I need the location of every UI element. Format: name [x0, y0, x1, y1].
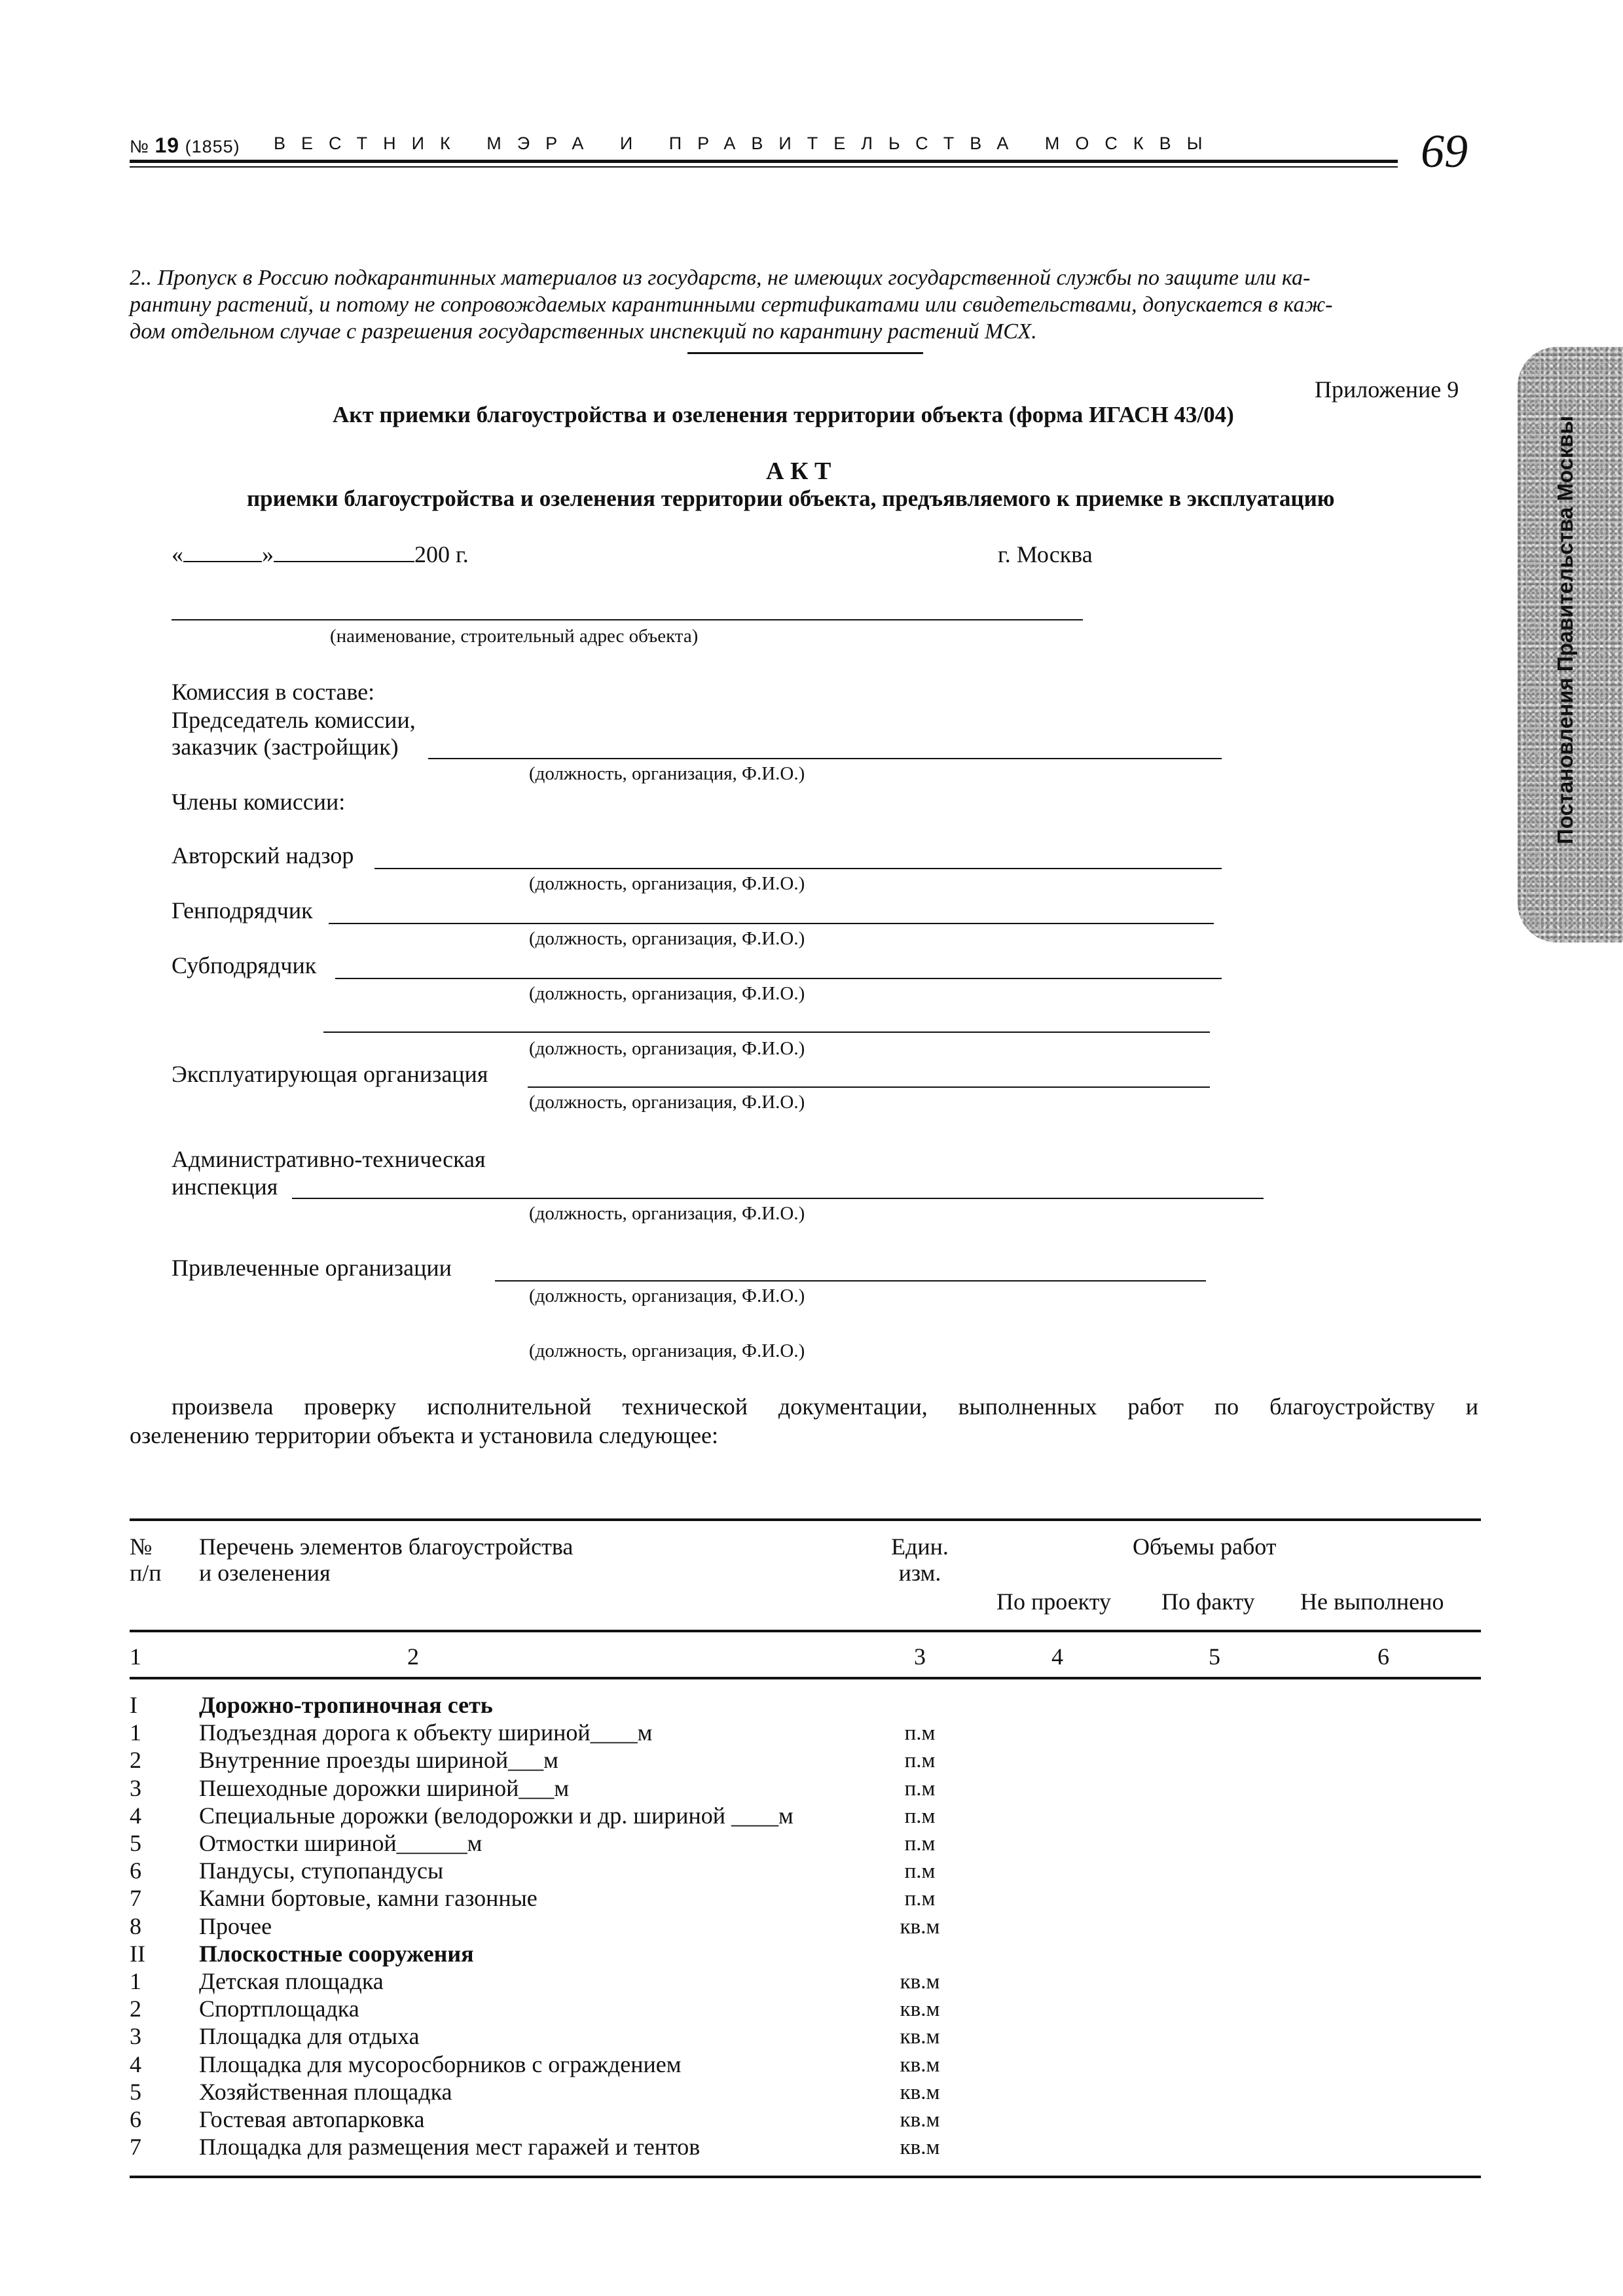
th-volumes: Объемы работ: [1133, 1534, 1277, 1560]
th-unit-line1: Един.: [891, 1534, 949, 1560]
issue-number: [130, 134, 240, 158]
row-unit: п.м: [904, 1804, 936, 1828]
row-number: 3: [130, 1775, 141, 1801]
row-name: Площадка для размещения мест гаражей и тентов: [199, 2134, 701, 2160]
col-number-6: 6: [1377, 1643, 1389, 1670]
act-subtitle: приемки благоустройства и озеленения территории объекта, предъявляемого к приемке в эксплуатацию: [247, 486, 1335, 511]
journal-title: ВЕСТНИК МЭРА И ПРАВИТЕЛЬСТВА МОСКВЫ: [274, 134, 1218, 153]
row-number: II: [130, 1941, 145, 1967]
row-number: 8: [130, 1913, 141, 1939]
conclusion-line1-text: произвела проверку исполнительной технической документации, выполненных работ по благоустройству и: [172, 1393, 1478, 1420]
section-title: Дорожно-тропиночная сеть: [199, 1692, 493, 1718]
row-name: Хозяйственная площадка: [199, 2079, 452, 2105]
intro-paragraph: [130, 264, 1478, 345]
row-unit: п.м: [904, 1832, 936, 1856]
row-name: Детская площадка: [199, 1968, 384, 1994]
row-number: 7: [130, 1885, 141, 1911]
general-contractor-caption: (должность, организация, Ф.И.О.): [529, 928, 805, 949]
table-bottom-rule: [130, 2176, 1481, 2178]
commission-intro: Комиссия в составе:: [172, 679, 375, 705]
table-colnum-rule: [130, 1677, 1481, 1679]
th-actual: По факту: [1161, 1588, 1255, 1615]
table-header-rule: [130, 1630, 1481, 1632]
row-unit: п.м: [904, 1887, 936, 1910]
th-name-line1: Перечень элементов благоустройства: [199, 1534, 574, 1560]
intro-line-3: дом отдельном случае с разрешения государственных инспекций по карантину растений МСХ.: [130, 319, 1037, 344]
th-unit-line2: изм.: [898, 1560, 941, 1586]
header-rule-thick: [130, 160, 1398, 163]
row-unit: кв.м: [900, 2136, 940, 2159]
object-caption: (наименование, строительный адрес объекта): [330, 626, 699, 647]
city-label: г. Москва: [998, 541, 1093, 567]
row-unit: п.м: [904, 1777, 936, 1801]
row-unit: кв.м: [900, 2108, 940, 2132]
author-supervision-caption: (должность, организация, Ф.И.О.): [529, 873, 805, 894]
ati-blank: [292, 1198, 1264, 1199]
involved-orgs-blank: [495, 1280, 1206, 1282]
involved-orgs-label: Привлеченные организации: [172, 1255, 452, 1281]
th-name-line2: и озеленения: [199, 1560, 331, 1586]
col-number-4: 4: [1051, 1643, 1063, 1670]
row-number: 7: [130, 2134, 141, 2160]
ati-label-line2: инспекция: [172, 1174, 278, 1200]
operating-org-caption: (должность, организация, Ф.И.О.): [529, 1092, 805, 1113]
subcontractor-label: Субподрядчик: [172, 952, 317, 978]
row-number: 1: [130, 1968, 141, 1994]
general-contractor-blank: [329, 923, 1214, 924]
section-title: Плоскостные сооружения: [199, 1941, 474, 1967]
row-unit: п.м: [904, 1721, 936, 1745]
row-number: 2: [130, 1996, 141, 2022]
date-month-blank: [274, 543, 414, 562]
row-unit: кв.м: [900, 2053, 940, 2077]
members-label: Члены комиссии:: [172, 789, 346, 815]
author-supervision-blank: [374, 868, 1222, 869]
row-unit: п.м: [904, 1859, 936, 1883]
issue-num: 19: [155, 134, 180, 157]
row-name: Площадка для отдыха: [199, 2023, 420, 2049]
issue-prefix: №: [130, 137, 149, 156]
col-number-5: 5: [1209, 1643, 1220, 1670]
row-unit: кв.м: [900, 2081, 940, 2104]
intro-line-1: 2.. Пропуск в Россию подкарантинных материалов из государств, не имеющих государственной службы по защите или ка-: [130, 266, 1311, 290]
appendix-label: Приложение 9: [1315, 376, 1459, 403]
extra-subcontractor-caption: (должность, организация, Ф.И.О.): [529, 1038, 805, 1059]
row-number: 6: [130, 1857, 141, 1884]
row-name: Внутренние проезды шириной___м: [199, 1747, 558, 1773]
date-quote-close: »: [262, 541, 274, 567]
chairman-blank: [428, 758, 1222, 759]
author-supervision-label: Авторский надзор: [172, 842, 354, 869]
row-number: 5: [130, 1830, 141, 1856]
row-name: Спортплощадка: [199, 1996, 359, 2022]
th-not-done: Не выполнено: [1300, 1588, 1444, 1615]
conclusion-line1: [172, 1393, 1478, 1420]
date-year: 200 г.: [414, 541, 469, 567]
sidebar-label: Постановления Правительства Москвы: [1553, 416, 1577, 844]
row-unit: кв.м: [900, 1915, 940, 1939]
ati-label-line1: Административно-техническая: [172, 1146, 486, 1172]
date-day-blank: [183, 543, 262, 562]
involved-orgs-caption: (должность, организация, Ф.И.О.): [529, 1285, 805, 1306]
row-name: Пешеходные дорожки шириной___м: [199, 1775, 570, 1801]
row-name: Прочее: [199, 1913, 272, 1939]
row-name: Подъездная дорога к объекту шириной____м: [199, 1719, 653, 1746]
col-number-2: 2: [407, 1643, 419, 1670]
row-name: Пандусы, ступопандусы: [199, 1857, 444, 1884]
row-name: Камни бортовые, камни газонные: [199, 1885, 538, 1911]
chairman-caption: (должность, организация, Ф.И.О.): [529, 763, 805, 784]
intro-underline: [687, 352, 923, 354]
row-unit: кв.м: [900, 1998, 940, 2021]
date-quote-open: «: [172, 541, 183, 567]
operating-org-blank: [528, 1086, 1210, 1088]
general-contractor-label: Генподрядчик: [172, 897, 313, 924]
row-number: I: [130, 1692, 137, 1718]
th-by-project: По проекту: [996, 1588, 1111, 1615]
row-name: Специальные дорожки (велодорожки и др. шириной ____м: [199, 1803, 793, 1829]
table-top-rule: [130, 1518, 1481, 1521]
page-number: 69: [1421, 125, 1468, 177]
row-unit: кв.м: [900, 2025, 940, 2049]
chairman-line1: Председатель комиссии,: [172, 707, 416, 733]
intro-line-2: рантину растений, и потому не сопровождаемых карантинными сертификатами или свидетельствами, допускается в каж-: [130, 293, 1333, 317]
th-num-line2: п/п: [130, 1560, 162, 1586]
row-number: 4: [130, 2051, 141, 2077]
chairman-line2: заказчик (застройщик): [172, 734, 399, 760]
row-number: 4: [130, 1803, 141, 1829]
issue-total: (1855): [185, 137, 240, 156]
row-number: 6: [130, 2106, 141, 2132]
row-number: 1: [130, 1719, 141, 1746]
row-unit: п.м: [904, 1749, 936, 1772]
th-num-line1: №: [130, 1534, 153, 1560]
subcontractor-blank: [335, 978, 1222, 979]
act-title: А К Т: [766, 457, 831, 485]
row-unit: кв.м: [900, 1970, 940, 1994]
object-name-blank: [172, 619, 1083, 620]
col-number-3: 3: [914, 1643, 926, 1670]
subcontractor-caption: (должность, организация, Ф.И.О.): [529, 983, 805, 1004]
col-number-1: 1: [130, 1643, 141, 1670]
appendix-heading: Акт приемки благоустройства и озеленения территории объекта (форма ИГАСН 43/04): [333, 402, 1234, 427]
header-rule-thin: [130, 166, 1398, 168]
row-number: 3: [130, 2023, 141, 2049]
operating-org-label: Эксплуатирующая организация: [172, 1061, 488, 1087]
row-number: 5: [130, 2079, 141, 2105]
conclusion-line2: озеленению территории объекта и установила следующее:: [130, 1422, 718, 1448]
involved-orgs-caption-2: (должность, организация, Ф.И.О.): [529, 1340, 805, 1361]
row-name: Гостевая автопарковка: [199, 2106, 425, 2132]
extra-subcontractor-blank: [323, 1031, 1210, 1033]
date-line: [172, 541, 469, 568]
row-name: Отмостки шириной______м: [199, 1830, 483, 1856]
row-number: 2: [130, 1747, 141, 1773]
row-name: Площадка для мусоросборников с ограждением: [199, 2051, 682, 2077]
ati-caption: (должность, организация, Ф.И.О.): [529, 1203, 805, 1224]
